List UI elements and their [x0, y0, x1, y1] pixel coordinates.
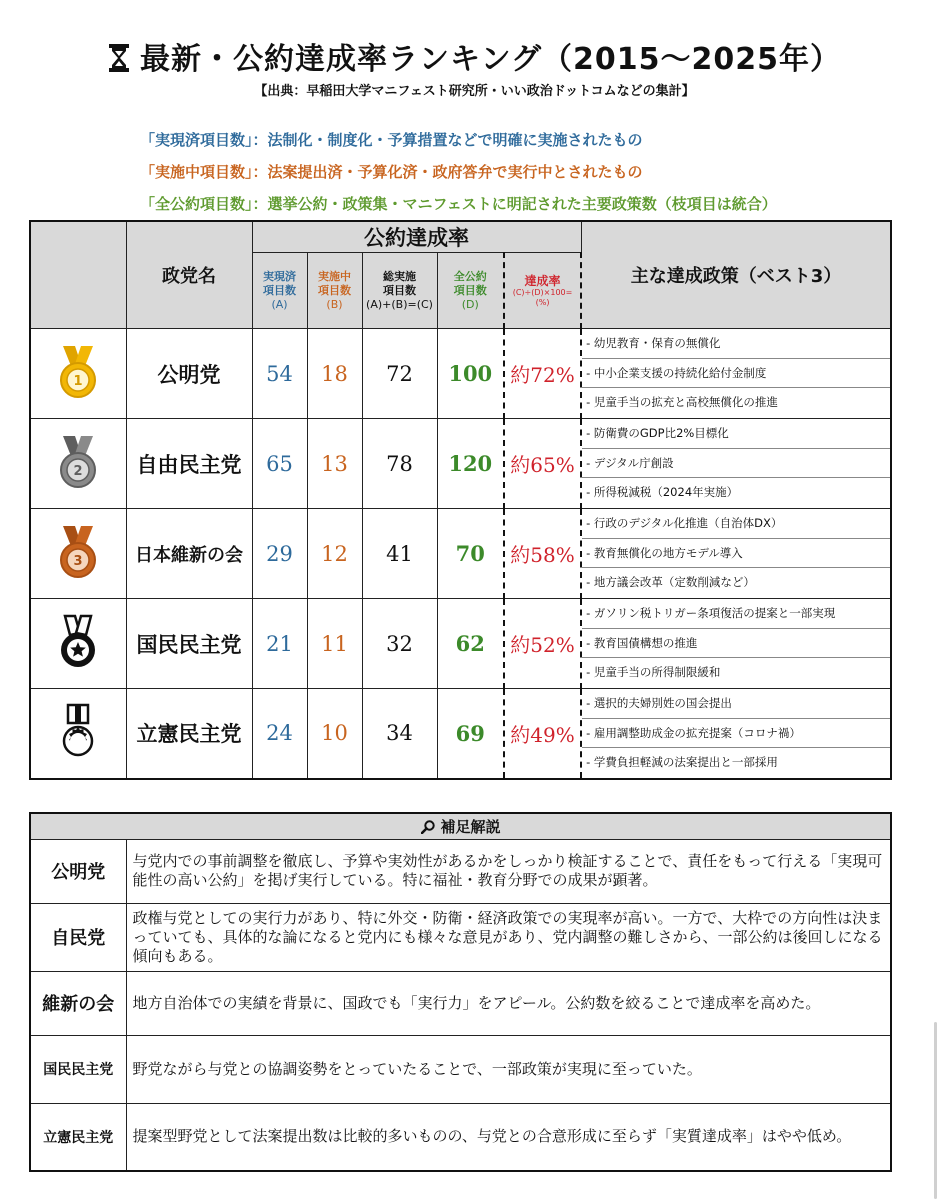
policy-header: 主な達成政策（ベスト3）	[581, 221, 891, 329]
value-a: 65	[252, 419, 307, 509]
table-row	[30, 599, 891, 689]
value-a: 29	[252, 509, 307, 599]
policy-item: - 教育無償化の地方モデル導入	[582, 539, 890, 569]
table-row	[30, 509, 891, 599]
party-header: 政党名	[126, 221, 252, 329]
table-row	[30, 971, 891, 1035]
table-row	[30, 419, 891, 509]
policy-item: - 児童手当の拡充と高校無償化の推進	[586, 395, 778, 410]
table-row	[30, 1035, 891, 1103]
source-note: 【出典：早稲田大学マニフェスト研究所・いい政治ドットコムなどの集計】	[254, 84, 695, 99]
col-a-header: 実現済 項目数 (A)	[252, 253, 307, 329]
table-row	[30, 839, 891, 903]
value-a: 54	[252, 329, 307, 419]
medal-header	[30, 221, 126, 329]
policy-item: - 所得税減税（2024年実施）	[586, 485, 739, 500]
policy-item: - 地方議会改革（定数削減など）	[586, 575, 755, 590]
value-d: 62	[437, 599, 504, 689]
policy-item: - ガソリン税トリガー条項復活の提案と一部実現	[582, 599, 890, 629]
page-title	[0, 34, 949, 78]
gold-medal-icon	[55, 344, 101, 400]
page-title-text: 最新・公約達成率ランキング（2015〜2025年）	[139, 42, 842, 77]
achievement-group-header: 公約達成率	[252, 221, 581, 253]
achievement-rate: 約72%	[504, 329, 581, 419]
value-b: 10	[307, 689, 362, 779]
ribbon-medal-icon	[55, 703, 101, 759]
value-d: 100	[437, 329, 504, 419]
supplement-party: 立憲民主党	[30, 1103, 126, 1171]
party-name: 公明党	[126, 329, 252, 419]
svg-text:3: 3	[73, 553, 83, 569]
value-d: 120	[437, 419, 504, 509]
value-d: 70	[437, 509, 504, 599]
table-row	[30, 689, 891, 779]
value-c: 34	[362, 689, 437, 779]
value-c: 41	[362, 509, 437, 599]
table-row	[30, 1103, 891, 1171]
col-b-header: 実施中 項目数 (B)	[307, 253, 362, 329]
achievement-rate: 約52%	[504, 599, 581, 689]
definition-total: 「全公約項目数」：選挙公約・政策集・マニフェストに明記された主要政策数（枝項目は統合）	[140, 195, 777, 213]
policy-item: - デジタル庁創設	[582, 449, 890, 479]
silver-medal-icon	[55, 434, 101, 490]
definitions	[140, 124, 777, 220]
achievement-rate: 約49%	[504, 689, 581, 779]
policy-item: - 雇用調整助成金の拡充提案（コロナ禍）	[582, 719, 890, 749]
achievement-rate: 約58%	[504, 509, 581, 599]
policy-item: - 教育国債構想の推進	[582, 629, 890, 659]
supplement-party: 維新の会	[30, 971, 126, 1035]
value-b: 18	[307, 329, 362, 419]
policy-list	[581, 329, 891, 419]
bronze-medal-icon	[55, 524, 101, 580]
definition-in-progress: 「実施中項目数」：法案提出済・予算化済・政府答弁で実行中とされたもの	[140, 163, 643, 181]
value-c: 72	[362, 329, 437, 419]
party-name: 自由民主党	[126, 419, 252, 509]
party-name: 日本維新の会	[126, 509, 252, 599]
table-row	[30, 329, 891, 419]
supplement-table	[29, 812, 892, 1172]
ranking-table	[29, 220, 892, 780]
party-name: 立憲民主党	[126, 689, 252, 779]
value-d: 69	[437, 689, 504, 779]
supplement-text: 野党ながら与党との協調姿勢をとっていたることで、一部政策が実現に至っていた。	[126, 1035, 891, 1103]
hourglass-icon	[108, 43, 130, 73]
col-c-header: 総実施 項目数 (A)+(B)=(C)	[362, 253, 437, 329]
scrollbar[interactable]	[934, 1022, 937, 1199]
policy-item: - 幼児教育・保育の無償化	[582, 329, 890, 359]
value-b: 11	[307, 599, 362, 689]
value-b: 13	[307, 419, 362, 509]
policy-item: - 行政のデジタル化推進（自治体DX）	[582, 509, 890, 539]
party-name: 国民民主党	[126, 599, 252, 689]
col-d-header: 全公約 項目数 (D)	[437, 253, 504, 329]
policy-list	[581, 599, 891, 689]
supplement-text: 与党内での事前調整を徹底し、予算や実効性があるかをしっかり検証することで、責任をもって行える「実現可能性の高い公約」を掲げ実行している。特に福祉・教育分野での成果が顕著。	[126, 839, 891, 903]
supplement-header: 補足解説	[30, 813, 891, 839]
definition-realized: 「実現済項目数」：法制化・制度化・予算措置などで明確に実施されたもの	[140, 131, 643, 149]
policy-item: - 選択的夫婦別姓の国会提出	[582, 689, 890, 719]
supplement-text: 地方自治体での実績を背景に、国政でも「実行力」をアピール。公約数を絞ることで達成率を高めた。	[126, 971, 891, 1035]
value-c: 78	[362, 419, 437, 509]
supplement-party: 公明党	[30, 839, 126, 903]
achievement-rate: 約65%	[504, 419, 581, 509]
policy-list	[581, 419, 891, 509]
policy-list	[581, 689, 891, 779]
svg-text:2: 2	[73, 463, 83, 479]
supplement-text: 提案型野党として法案提出数は比較的多いものの、与党との合意形成に至らず「実質達成率」はやや低め。	[126, 1103, 891, 1171]
magnifier-icon	[421, 820, 435, 834]
svg-text:1: 1	[73, 373, 83, 389]
supplement-text: 政権与党としての実行力があり、特に外交・防衛・経済政策での実現率が高い。一方で、大枠での方向性は決まっていても、具体的な論になると党内にも様々な意見があり、党内調整の難しさから、一部公約は後回しになる傾向もある。	[126, 903, 891, 971]
policy-item: - 中小企業支援の持続化給付金制度	[582, 359, 890, 389]
value-a: 21	[252, 599, 307, 689]
star-medal-icon	[55, 614, 101, 670]
policy-item: - 防衛費のGDP比2%目標化	[582, 419, 890, 449]
value-b: 12	[307, 509, 362, 599]
value-c: 32	[362, 599, 437, 689]
policy-item: - 学費負担軽減の法案提出と一部採用	[586, 755, 778, 770]
supplement-party: 自民党	[30, 903, 126, 971]
policy-item: - 児童手当の所得制限緩和	[586, 665, 721, 680]
rate-header: 達成率 (C)÷(D)×100= (%)	[504, 253, 581, 329]
supplement-party: 国民民主党	[30, 1035, 126, 1103]
value-a: 24	[252, 689, 307, 779]
policy-list	[581, 509, 891, 599]
table-row	[30, 903, 891, 971]
